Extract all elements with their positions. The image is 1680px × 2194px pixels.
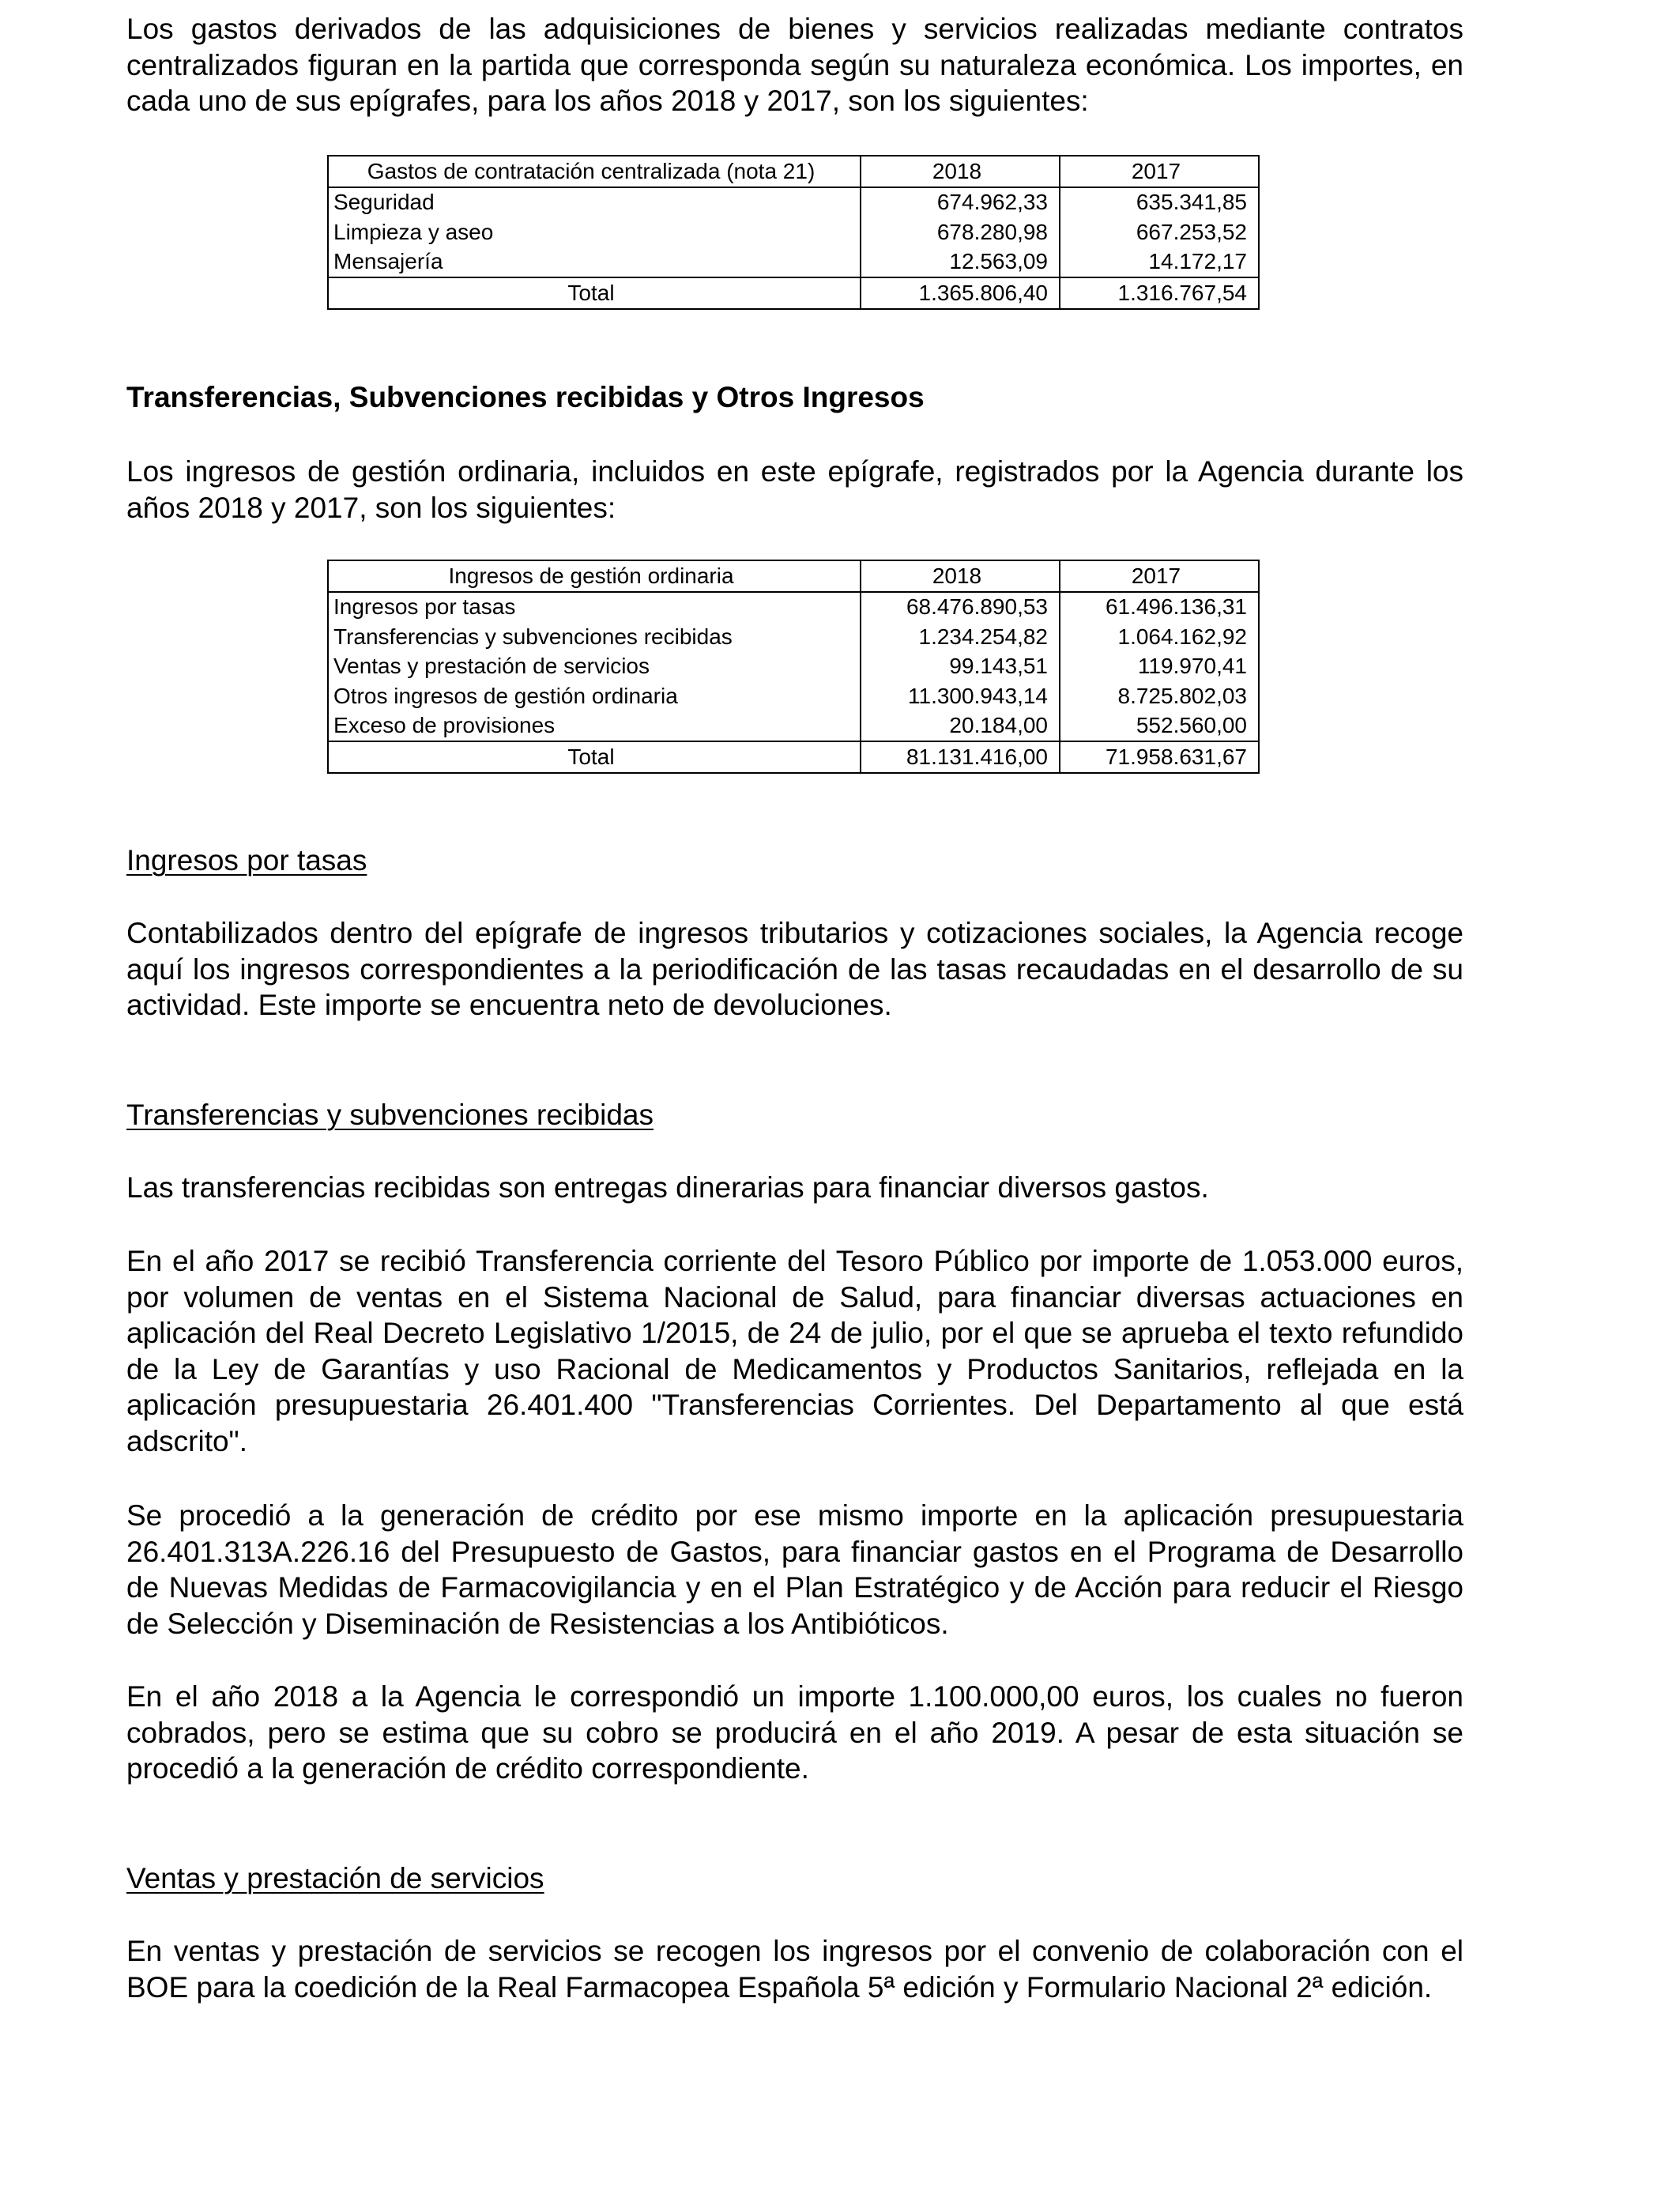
row-label: Seguridad	[328, 187, 861, 218]
column-header: 2017	[1060, 560, 1259, 592]
value-2018: 11.300.943,14	[861, 681, 1060, 711]
table-header-row	[328, 560, 1259, 592]
tasas-paragraph: Contabilizados dentro del epígrafe de ingresos tributarios y cotizaciones sociales, la Agencia recoge aquí los ingresos correspondientes a la periodificación de las tasas recaudadas en el desarrollo de su actividad. Este importe se encuentra neto de devoluciones.	[126, 917, 1463, 1021]
row-label: Transferencias y subvenciones recibidas	[328, 622, 861, 652]
column-header: 2017	[1060, 156, 1259, 187]
row-label: Mensajería	[328, 247, 861, 278]
total-label: Total	[328, 741, 861, 773]
value-2017: 14.172,17	[1060, 247, 1259, 278]
value-2018: 674.962,33	[861, 187, 1060, 218]
ventas-paragraph: En ventas y prestación de servicios se recogen los ingresos por el convenio de colaboración con el BOE para la coedición de la Real Farmacopea Española 5ª edición y Formulario Nacional 2ª edición.	[126, 1935, 1463, 2004]
total-2017: 1.316.767,54	[1060, 277, 1259, 309]
row-label: Exceso de provisiones	[328, 711, 861, 742]
intro-paragraph: Los gastos derivados de las adquisiciones de bienes y servicios realizadas mediante contratos centralizados figuran en la partida que corresponda según su naturaleza económica. Los importes, en cada uno de sus epígrafes, para los años 2018 y 2017, son los siguientes:	[126, 13, 1463, 117]
value-2017: 61.496.136,31	[1060, 592, 1259, 623]
row-label: Otros ingresos de gestión ordinaria	[328, 681, 861, 711]
section-heading: Transferencias, Subvenciones recibidas y Otros Ingresos	[126, 381, 925, 413]
centralized-contracting-table	[327, 155, 1260, 310]
total-row	[328, 741, 1259, 773]
table-row	[328, 681, 1259, 711]
transferencias-paragraph-1: Las transferencias recibidas son entregas dinerarias para financiar diversos gastos.	[126, 1171, 1209, 1204]
transferencias-paragraph-3: Se procedió a la generación de crédito por ese mismo importe en la aplicación presupuestaria 26.401.313A.226.16 del Presupuesto de Gastos, para financiar gastos en el Programa de Desarrollo de Nuevas Medidas de Farmacovigilancia y en el Plan Estratégico y de Acción para reducir el Riesgo de Selección y Diseminación de Resistencias a los Antibióticos.	[126, 1499, 1463, 1640]
total-2017: 71.958.631,67	[1060, 741, 1259, 773]
value-2017: 667.253,52	[1060, 217, 1259, 247]
value-2018: 99.143,51	[861, 652, 1060, 682]
subheading-transferencias: Transferencias y subvenciones recibidas	[126, 1099, 654, 1131]
column-header: 2018	[861, 560, 1060, 592]
column-header: Ingresos de gestión ordinaria	[328, 560, 861, 592]
transferencias-paragraph-2: En el año 2017 se recibió Transferencia corriente del Tesoro Público por importe de 1.053.000 euros, por volumen de ventas en el Sistema Nacional de Salud, para financiar diversas actuaciones en aplicación del Real Decreto Legislativo 1/2015, de 24 de julio, por el que se aprueba el texto refundido de la Ley de Garantías y uso Racional de Medicamentos y Productos Sanitarios, reflejada en la aplicación presupuestaria 26.401.400 "Transferencias Corrientes. Del Departamento al que está adscrito".	[126, 1245, 1463, 1457]
row-label: Limpieza y aseo	[328, 217, 861, 247]
value-2017: 8.725.802,03	[1060, 681, 1259, 711]
subheading-ingresos-tasas: Ingresos por tasas	[126, 844, 367, 876]
value-2018: 20.184,00	[861, 711, 1060, 742]
value-2017: 552.560,00	[1060, 711, 1259, 742]
transferencias-paragraph-4: En el año 2018 a la Agencia le correspondió un importe 1.100.000,00 euros, los cuales no fueron cobrados, pero se estima que su cobro se producirá en el año 2019. A pesar de esta situación se procedió a la generación de crédito correspondiente.	[126, 1680, 1463, 1785]
total-2018: 1.365.806,40	[861, 277, 1060, 309]
column-header: Gastos de contratación centralizada (nota 21)	[328, 156, 861, 187]
row-label: Ventas y prestación de servicios	[328, 652, 861, 682]
value-2017: 635.341,85	[1060, 187, 1259, 218]
value-2017: 1.064.162,92	[1060, 622, 1259, 652]
table-row	[328, 187, 1259, 218]
value-2018: 12.563,09	[861, 247, 1060, 278]
table-row	[328, 592, 1259, 623]
column-header: 2018	[861, 156, 1060, 187]
table-header-row	[328, 156, 1259, 187]
total-label: Total	[328, 277, 861, 309]
table-row	[328, 622, 1259, 652]
row-label: Ingresos por tasas	[328, 592, 861, 623]
table-row	[328, 247, 1259, 278]
subheading-ventas: Ventas y prestación de servicios	[126, 1862, 544, 1894]
value-2018: 68.476.890,53	[861, 592, 1060, 623]
table-row	[328, 652, 1259, 682]
section-intro-paragraph: Los ingresos de gestión ordinaria, incluidos en este epígrafe, registrados por la Agencia durante los años 2018 y 2017, son los siguientes:	[126, 455, 1463, 524]
total-row	[328, 277, 1259, 309]
total-2018: 81.131.416,00	[861, 741, 1060, 773]
table-row	[328, 711, 1259, 742]
table-row	[328, 217, 1259, 247]
value-2018: 678.280,98	[861, 217, 1060, 247]
ordinary-income-table	[327, 560, 1260, 774]
value-2018: 1.234.254,82	[861, 622, 1060, 652]
value-2017: 119.970,41	[1060, 652, 1259, 682]
